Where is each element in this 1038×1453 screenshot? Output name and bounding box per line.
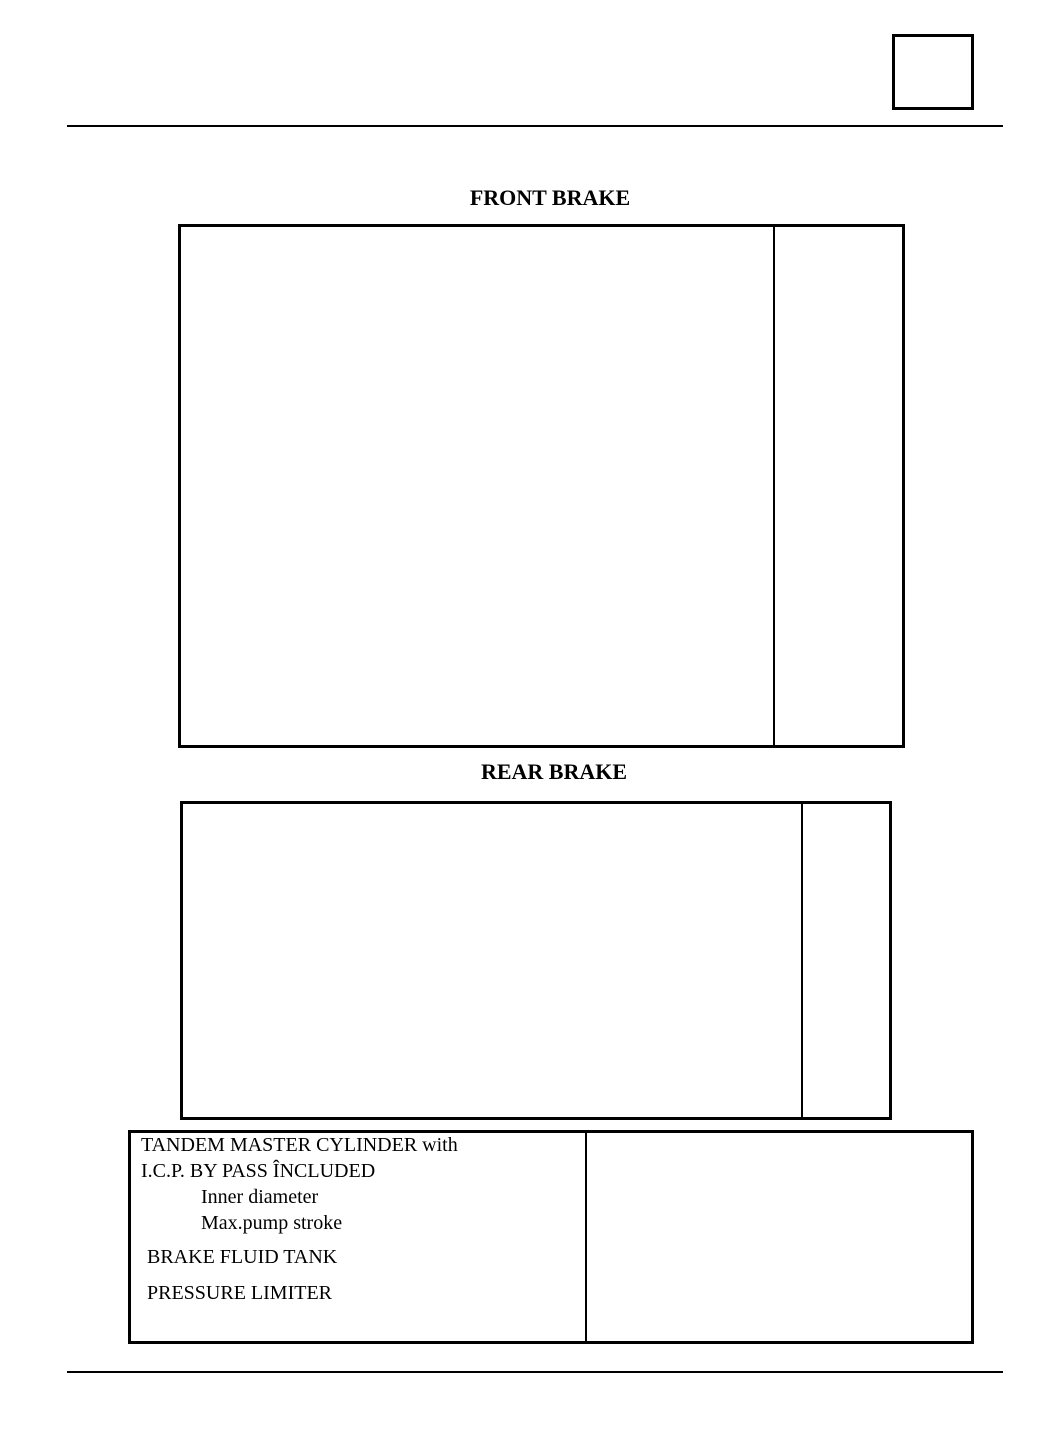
master-cylinder-heading-line1: TANDEM MASTER CYLINDER with [141, 1134, 458, 1156]
brake-fluid-tank-label: BRAKE FLUID TANK [147, 1246, 338, 1268]
max-pump-stroke-label: Max.pump stroke [201, 1212, 343, 1234]
master-cylinder-column-divider [585, 1132, 587, 1342]
footer-rule [67, 1371, 1003, 1373]
header-rule [67, 125, 1003, 127]
inner-diameter-label: Inner diameter [201, 1186, 319, 1208]
rear-brake-table [180, 801, 892, 1120]
rear-brake-column-divider [801, 803, 803, 1118]
pressure-limiter-label: PRESSURE LIMITER [147, 1282, 333, 1304]
master-cylinder-heading-line2: I.C.P. BY PASS ÎNCLUDED [141, 1160, 376, 1182]
rear-brake-title: REAR BRAKE [480, 759, 628, 784]
front-brake-title: FRONT BRAKE [469, 185, 631, 210]
front-brake-column-divider [773, 226, 775, 746]
front-brake-table [178, 224, 905, 748]
page-number-box [892, 34, 974, 110]
